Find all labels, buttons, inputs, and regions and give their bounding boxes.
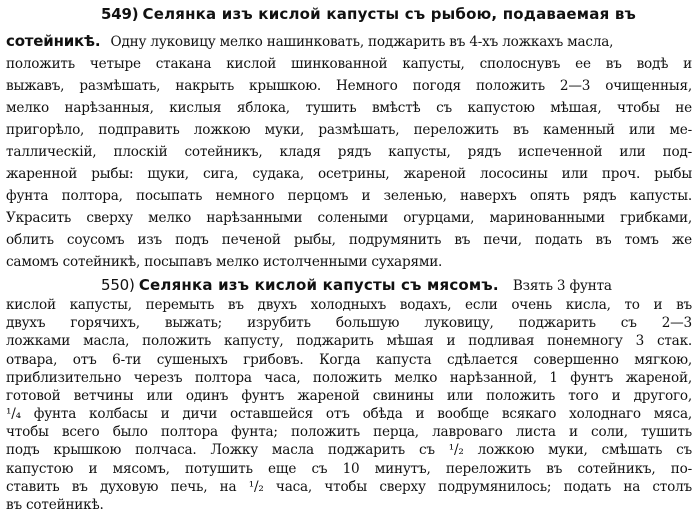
recipe-550-line: приблизительно черезъ полтора часа, положить мелко нарѣзанной, 1 фунтъ жареной,	[6, 370, 692, 386]
recipe-550-line: капустою и мясомъ, потушить еще съ 10 минутъ, переложить въ сотейникъ, по-	[6, 461, 692, 477]
recipe-549-line: пригорѣло, подправить ложкою муки, размѣшать, переложить въ каменный или ме-	[6, 122, 692, 138]
recipe-550-title: Селянка изъ кислой капусты съ мясомъ.	[138, 276, 499, 294]
recipe-549-title-end: сотейникѣ.	[6, 32, 101, 50]
recipe-549-line: выжавъ, размѣшать, накрыть крышкою. Немного погодя положить 2—3 очищенныя,	[6, 78, 692, 94]
recipe-550-line: подъ крышкою полчаса. Ложку масла поджарить съ ¹/₂ ложкою муки, смѣшать съ	[6, 442, 692, 458]
recipe-549-line-2	[6, 31, 696, 52]
recipe-549-line: облить соусомъ изъ подъ печеной рыбы, подрумянить въ печи, подать въ томъ же	[6, 232, 692, 248]
recipe-549-line: жаренной рыбы: щуки, сига, судака, осетрины, жареной лососины или проч. рыбы	[6, 166, 692, 182]
recipe-550-line: ставить въ духовую печь, на ¹/₂ часа, чтобы сверху подрумянилось; подать на столъ	[6, 479, 692, 495]
recipe-550-line: кислой капусты, перемыть въ двухъ холодныхъ водахъ, если очень кисла, то и въ	[6, 297, 692, 313]
recipe-549-number: 549)	[101, 5, 139, 23]
recipe-549-text-start: Одну луковицу мелко нашинковать, поджарить въ 4-хъ ложкахъ масла,	[110, 34, 614, 50]
recipe-549-heading	[101, 4, 696, 25]
recipe-549-line: мелко нарѣзанныя, кислыя яблока, тушить вмѣстѣ съ капустою мѣшая, чтобы не	[6, 100, 692, 116]
recipe-549-line: фунта полтора, посыпать немного перцомъ и зеленью, наверхъ опять рядъ капусты.	[6, 188, 692, 204]
recipe-550-number: 550)	[101, 276, 135, 294]
recipe-549-line: положить четыре стакана кислой шинкованной капусты, сполоснувъ ее въ водѣ и	[6, 56, 692, 72]
recipe-550-line: чтобы всего было полтора фунта; положить перца, лавроваго листа и соли, тушить	[6, 424, 692, 440]
recipe-550-line: двухъ горячихъ, выжать; изрубить большую луковицу, поджарить съ 2—3	[6, 315, 692, 331]
recipe-549-line: Украсить сверху мелко нарѣзанными солеными огурцами, маринованными грибками,	[6, 210, 692, 226]
recipe-550-text-start: Взять 3 фунта	[512, 278, 612, 294]
recipe-550-line: отвара, отъ 6-ти сушеныхъ грибовъ. Когда капуста сдѣлается совершенно мягкою,	[6, 352, 692, 368]
recipe-550-heading	[101, 275, 692, 296]
recipe-549-line: самомъ сотейникѣ, посыпавъ мелко истолченными сухарями.	[6, 254, 443, 270]
recipe-550-line: ложками масла, положить капусту, поджарить мѣшая и подливая понемногу 3 стак.	[6, 333, 692, 349]
recipe-550-line: готовой ветчины или одинъ фунтъ жареной свинины или положить того и другого,	[6, 388, 692, 404]
recipe-550-line: въ сотейникѣ.	[6, 497, 104, 513]
recipe-550-line: ¹/₄ фунта колбасы и дичи оставшейся отъ обѣда и вообще всякаго холоднаго мяса,	[6, 406, 692, 422]
recipe-549-line: таллическій, плоскій сотейникъ, кладя рядъ капусты, рядъ испеченной или под-	[6, 144, 692, 160]
recipe-549-title: Селянка изъ кислой капусты съ рыбою, подаваемая въ	[142, 5, 636, 23]
